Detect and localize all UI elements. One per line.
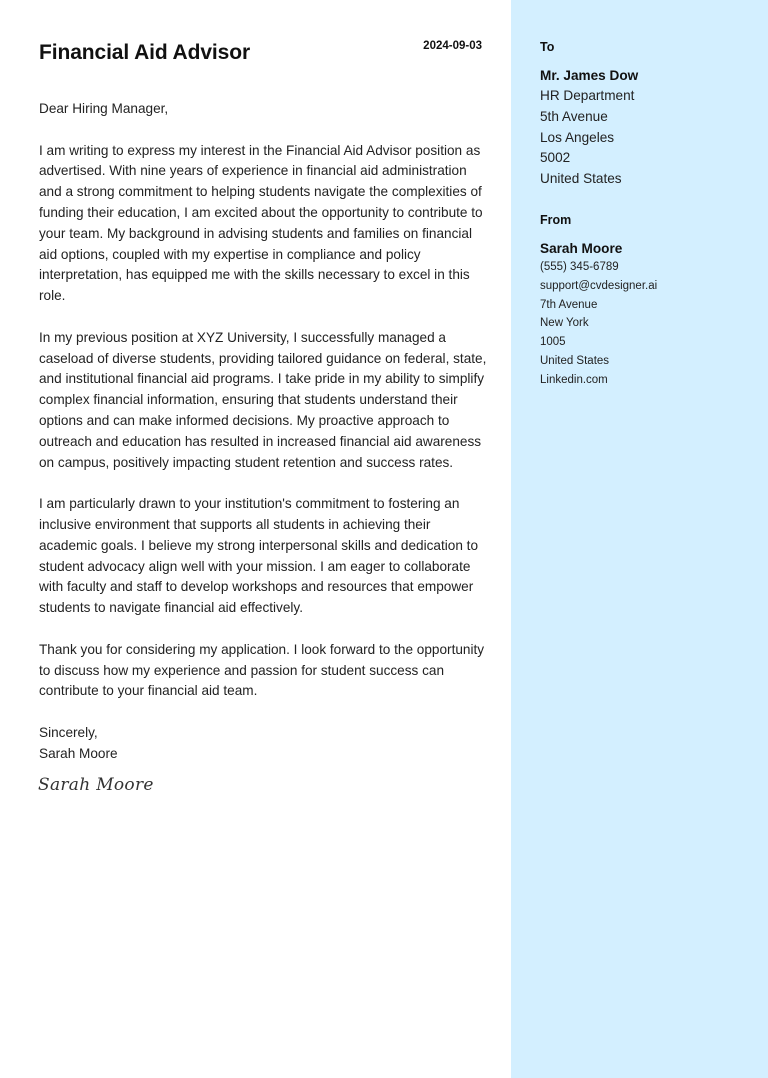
sender-details <box>540 241 657 390</box>
sender-linkedin-link[interactable]: Linkedin.com <box>540 373 608 386</box>
recipient-block <box>540 40 554 54</box>
sender-name: Sarah Moore <box>540 241 623 256</box>
paragraph-3: I am particularly drawn to your institution's commitment to fostering an inclusive environment that supports all students in achieving their academic goals. I believe my strong interpersonal skills and dedication to student advocacy align well with your mission. I am eager to collaborate with faculty and staff to develop workshops and resources that empower students to navigate financial aid effectively. <box>39 496 479 616</box>
letter-date: 2024-09-03 <box>423 40 482 52</box>
sender-line: United States <box>540 354 610 367</box>
sender-heading: From <box>540 213 572 227</box>
sender-line: 7th Avenue <box>540 298 598 311</box>
recipient-line: Los Angeles <box>540 129 615 145</box>
sender-line: New York <box>540 317 589 330</box>
recipient-address <box>540 86 638 190</box>
sender-contact <box>540 258 657 390</box>
letter-body <box>39 99 489 765</box>
recipient-line: HR Department <box>540 88 635 103</box>
recipient-details <box>540 68 638 190</box>
recipient-name: Mr. James Dow <box>540 68 639 83</box>
closing: Sincerely, <box>39 724 98 740</box>
sender-line: 1005 <box>540 336 566 349</box>
paragraph-2: In my previous position at XYZ University, I successfully managed a caseload of diverse students, providing tailored guidance on federal, state, and institutional financial aid programs. I take pride in my ability to simplify complex financial information, ensuring that students understand their options and can make informed decisions. My proactive approach to outreach and education has resulted in increased financial aid awareness on campus, positively impacting student retention and success rates. <box>39 329 487 470</box>
recipient-line: 5th Avenue <box>540 108 608 124</box>
recipient-heading: To <box>540 40 555 54</box>
recipient-line: 5002 <box>540 150 571 166</box>
page-title: Financial Aid Advisor <box>39 41 251 64</box>
paragraph-1: I am writing to express my interest in the Financial Aid Advisor position as advertised. With nine years of experience in financial aid administration and a strong commitment to helping students navigate the complexities of funding their education, I am excited about the opportunity to contribute to your team. My background in advising students and families on financial aid options, coupled with my expertise in compliance and policy interpretation, has equipped me with the skills necessary to excel in this role. <box>39 142 483 304</box>
sender-block <box>540 213 571 227</box>
sender-phone: (555) 345-6789 <box>540 261 619 273</box>
salutation: Dear Hiring Manager, <box>39 101 169 116</box>
closing-name: Sarah Moore <box>39 745 118 761</box>
recipient-line: United States <box>540 171 622 187</box>
handwritten-signature: Sarah Moore <box>38 775 154 795</box>
paragraph-4: Thank you for considering my application. I look forward to the opportunity to discuss how my experience and passion for student success can contribute to your financial aid team. <box>39 641 485 699</box>
sender-email[interactable]: support@cvdesigner.ai <box>540 279 658 292</box>
